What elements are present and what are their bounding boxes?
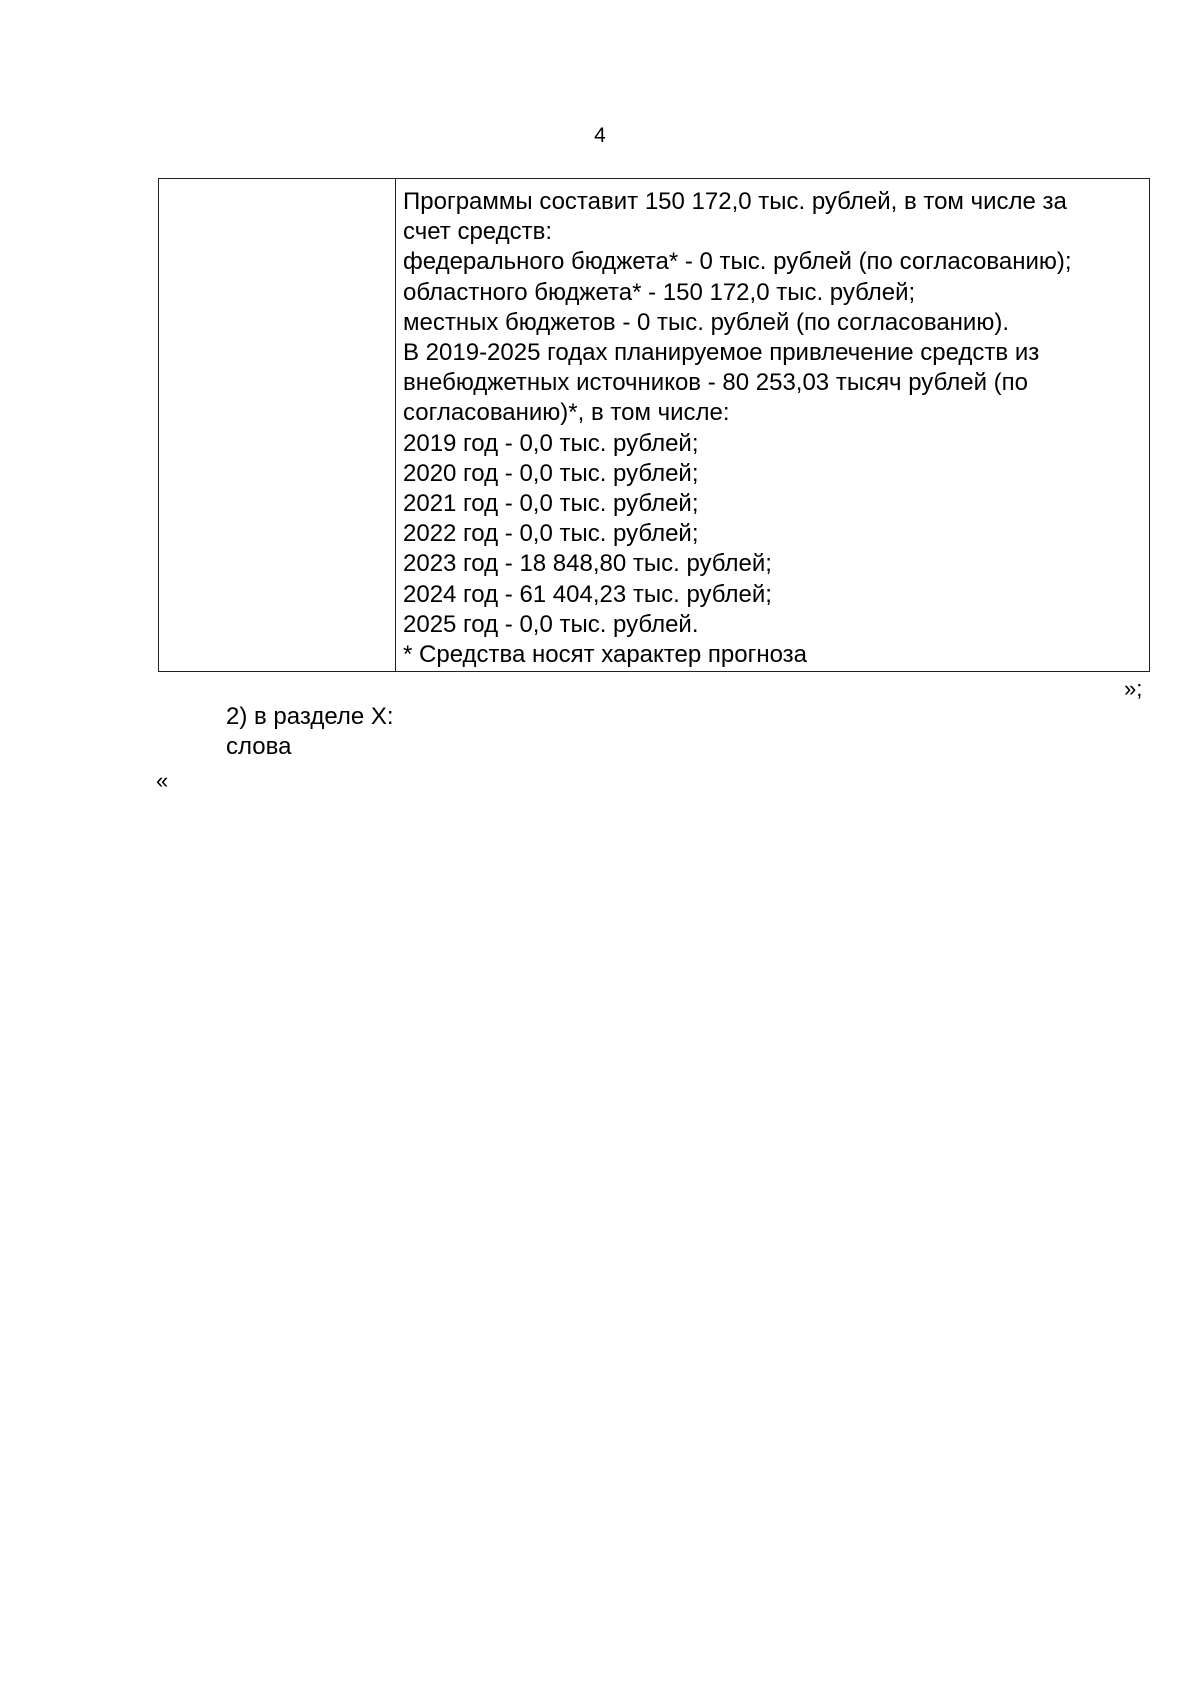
funding-line: Программы составит 150 172,0 тыс. рублей, в том числе за (403, 188, 1067, 215)
funding-line: внебюджетных источников - 80 253,03 тысяч рублей (по (403, 369, 1029, 397)
year-funding-line: 2020 год - 0,0 тыс. рублей; (403, 459, 699, 487)
year-funding-line: 2025 год - 0,0 тыс. рублей. (403, 610, 699, 638)
table-right-cell (396, 179, 1150, 672)
year-funding-line: 2021 год - 0,0 тыс. рублей; (403, 490, 699, 518)
year-funding-line: 2023 год - 18 848,80 тыс. рублей; (403, 550, 772, 578)
funding-line: федерального бюджета* - 0 тыс. рублей (по согласованию); (403, 248, 1072, 276)
table-left-cell (159, 179, 396, 672)
words-paragraph: слова (226, 733, 292, 760)
funding-line: согласованию)*, в том числе: (403, 399, 730, 427)
section-reference-paragraph: 2) в разделе X: (226, 703, 394, 730)
funding-line: местных бюджетов - 0 тыс. рублей (по согласованию). (403, 308, 1009, 336)
page-number: 4 (594, 124, 606, 147)
year-funding-line: 2024 год - 61 404,23 тыс. рублей; (403, 580, 772, 608)
closing-quote: »; (1124, 676, 1143, 701)
funding-line: В 2019-2025 годах планируемое привлечение средств из (403, 339, 1040, 367)
year-funding-line: 2019 год - 0,0 тыс. рублей; (403, 429, 699, 457)
opening-quote: « (156, 768, 169, 793)
funding-line: областного бюджета* - 150 172,0 тыс. рублей; (403, 278, 916, 306)
table-row (159, 179, 1150, 672)
footnote-line: * Средства носят характер прогноза (403, 641, 808, 669)
program-funding-table (158, 178, 1150, 672)
year-funding-line: 2022 год - 0,0 тыс. рублей; (403, 520, 699, 548)
funding-line: счет средств: (403, 218, 553, 246)
